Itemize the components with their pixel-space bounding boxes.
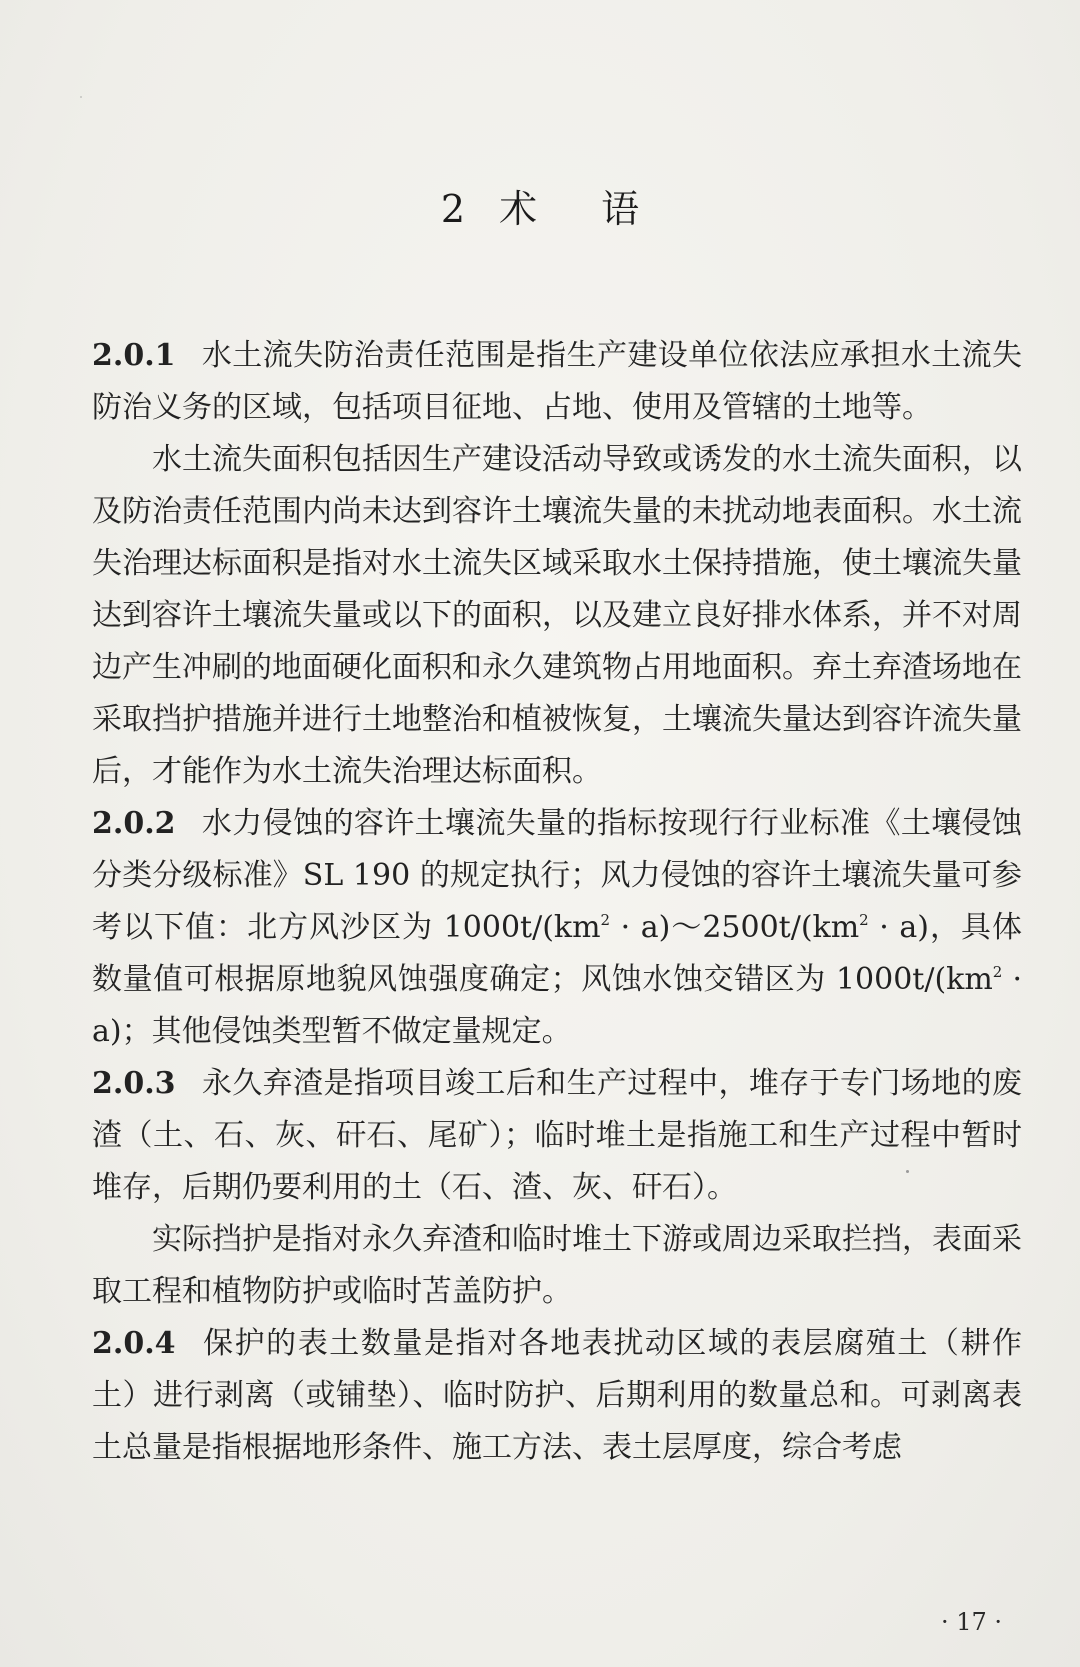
clause-text-part: 水力侵蚀的容许土壤流失量的指标按现行行业标准《土壤侵蚀分类分级标准》SL 190 的规定执行；风力侵蚀的容许土壤流失量可参考以下值：北方风沙区为 1000t/(km	[92, 806, 1022, 945]
print-speck	[80, 96, 82, 98]
clause-2-0-1	[92, 330, 1022, 434]
clause-text: 永久弃渣是指项目竣工后和生产过程中，堆存于专门场地的废渣（土、石、灰、矸石、尾矿）；临时堆土是指施工和生产过程中暂时堆存，后期仍要利用的土（石、渣、灰、矸石）。	[92, 1066, 1022, 1205]
clause-text: 水土流失防治责任范围是指生产建设单位依法应承担水土流失防治义务的区域，包括项目征地、占地、使用及管辖的土地等。	[92, 338, 1022, 425]
clause-number: 2.0.4	[92, 1326, 176, 1361]
superscript: 2	[600, 911, 611, 929]
document-body	[92, 330, 1022, 1474]
paragraph-text: 水土流失面积包括因生产建设活动导致或诱发的水土流失面积，以及防治责任范围内尚未达到容许土壤流失量的未扰动地表面积。水土流失治理达标面积是指对水土流失区域采取水土保持措施，使土壤流失量达到容许土壤流失量或以下的面积，以及建立良好排水体系，并不对周边产生冲刷的地面硬化面积和永久建筑物占用地面积。弃土弃渣场地在采取挡护措施并进行土地整治和植被恢复，土壤流失量达到容许流失量后，才能作为水土流失治理达标面积。	[92, 442, 1022, 789]
clause-text-part: · a)；其他侵蚀类型暂不做定量规定。	[92, 962, 1022, 1049]
clause-text-part: · a)～2500t/(km	[610, 910, 860, 945]
clause-2-0-1-paragraph-2	[92, 434, 1022, 798]
superscript: 2	[859, 911, 869, 929]
print-speck	[906, 1170, 909, 1173]
chapter-title-char-1: 术	[499, 187, 538, 231]
clause-number: 2.0.2	[92, 806, 176, 841]
clause-number: 2.0.1	[92, 338, 176, 373]
clause-text-part: · a)，具体数量值可根据原地貌风蚀强度确定；风蚀水蚀交错区为 1000t/(km	[92, 910, 1022, 997]
clause-2-0-3-paragraph-2	[92, 1214, 1022, 1318]
clause-2-0-2	[92, 798, 1022, 1058]
clause-text: 保护的表土数量是指对各地表扰动区域的表层腐殖土（耕作土）进行剥离（或铺垫）、临时防护、后期利用的数量总和。可剥离表土总量是指根据地形条件、施工方法、表土层厚度，综合考虑	[92, 1326, 1022, 1465]
clause-2-0-4	[92, 1318, 1022, 1474]
clause-2-0-3	[92, 1058, 1022, 1214]
clause-number: 2.0.3	[92, 1066, 176, 1101]
page-number: · 17 ·	[940, 1608, 1002, 1636]
chapter-title-char-2: 语	[601, 187, 640, 231]
chapter-number: 2	[440, 187, 466, 231]
chapter-title	[0, 178, 1080, 233]
paragraph-text: 实际挡护是指对永久弃渣和临时堆土下游或周边采取拦挡，表面采取工程和植物防护或临时苫盖防护。	[92, 1222, 1022, 1309]
superscript: 2	[992, 963, 1003, 981]
